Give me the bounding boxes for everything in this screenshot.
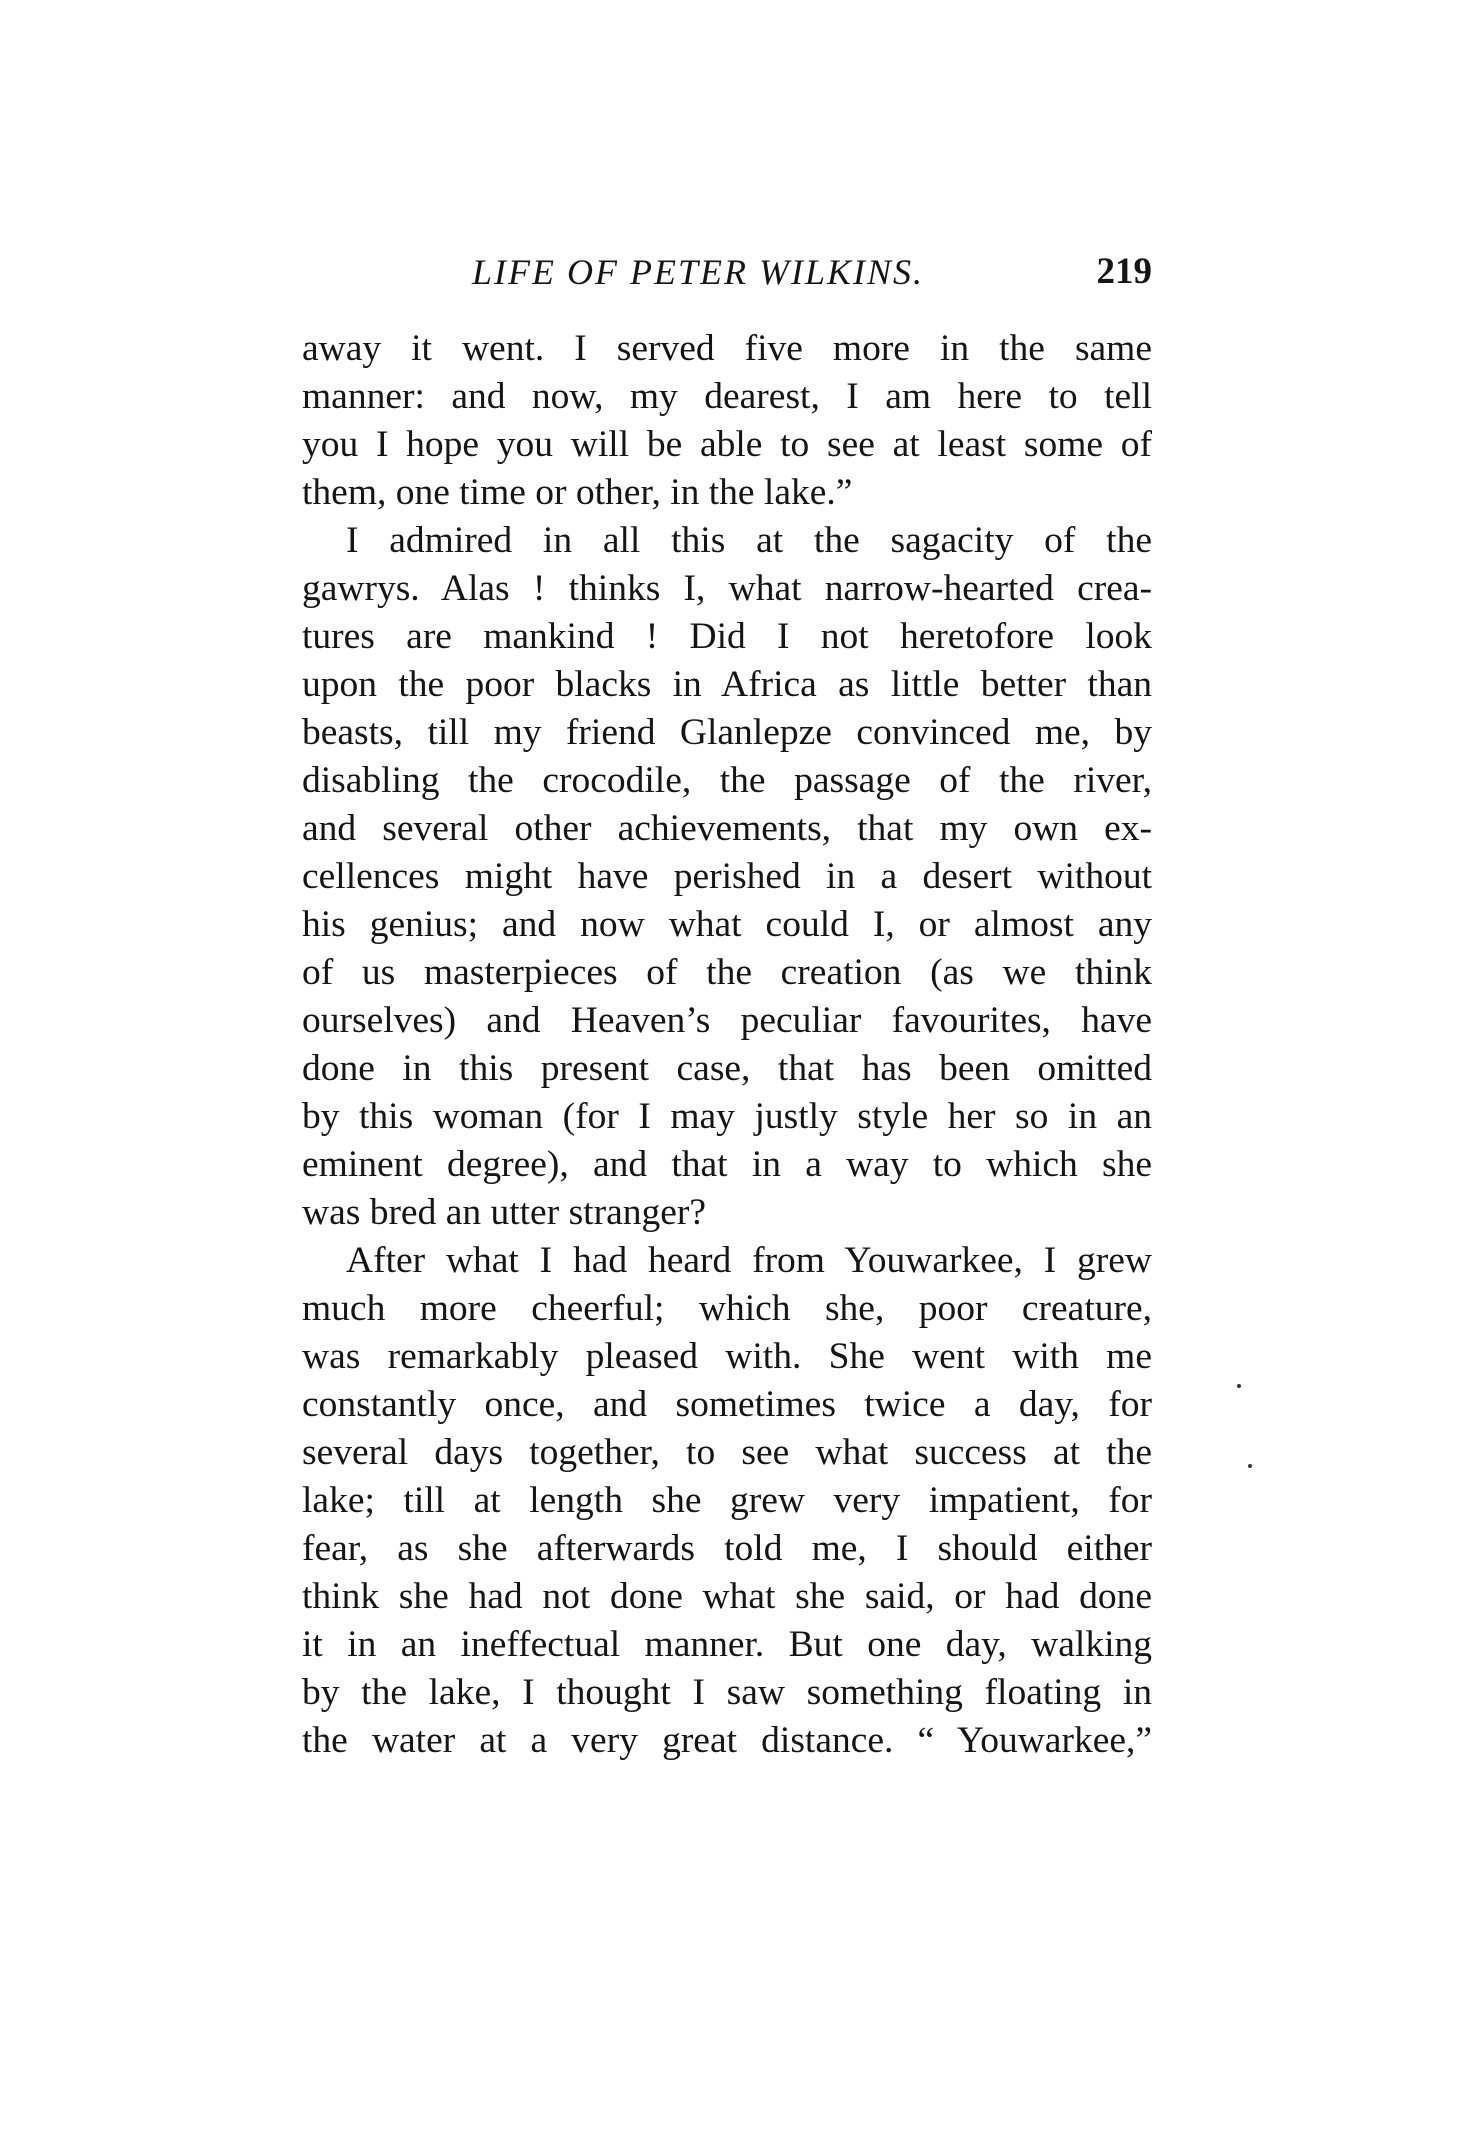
text-line: gawrys. Alas ! thinks I, what narrow-hearted crea- — [302, 568, 1152, 609]
text-line: cellences might have perished in a desert without — [302, 856, 1152, 897]
text-line: by the lake, I thought I saw something floating in — [302, 1672, 1152, 1713]
text-line: disabling the crocodile, the passage of the river, — [302, 760, 1152, 801]
text-line: upon the poor blacks in Africa as little better than — [302, 664, 1152, 705]
text-line: by this woman (for I may justly style her so in an — [302, 1096, 1152, 1137]
print-speck — [1248, 1464, 1252, 1468]
text-line: done in this present case, that has been omitted — [302, 1048, 1152, 1089]
text-line: of us masterpieces of the creation (as we think — [302, 952, 1152, 993]
text-line: lake; till at length she grew very impatient, for — [302, 1480, 1152, 1521]
text-line: much more cheerful; which she, poor creature, — [302, 1288, 1152, 1329]
text-line: tures are mankind ! Did I not heretofore look — [302, 616, 1152, 657]
page-header — [302, 248, 1152, 296]
text-line: After what I had heard from Youwarkee, I grew — [346, 1240, 1152, 1281]
text-line: and several other achievements, that my own ex- — [302, 808, 1152, 849]
text-line: eminent degree), and that in a way to which she — [302, 1144, 1152, 1185]
text-line: away it went. I served five more in the same — [302, 328, 1152, 369]
text-line: it in an ineffectual manner. But one day, walking — [302, 1624, 1152, 1665]
text-line: beasts, till my friend Glanlepze convinced me, by — [302, 712, 1152, 753]
text-line: manner: and now, my dearest, I am here to tell — [302, 376, 1152, 417]
text-line: I admired in all this at the sagacity of the — [346, 520, 1152, 561]
text-line: you I hope you will be able to see at least some of — [302, 424, 1152, 465]
text-line: was remarkably pleased with. She went with me — [302, 1336, 1152, 1377]
text-line: constantly once, and sometimes twice a day, for — [302, 1384, 1152, 1425]
print-speck — [1237, 1384, 1241, 1388]
text-line: think she had not done what she said, or had done — [302, 1576, 1152, 1617]
text-line: the water at a very great distance. “ Youwarkee,” — [302, 1720, 1152, 1761]
page-number: 219 — [1096, 251, 1152, 292]
running-title: LIFE OF PETER WILKINS. — [472, 252, 924, 292]
text-line: fear, as she afterwards told me, I should either — [302, 1528, 1152, 1569]
text-line: was bred an utter stranger? — [302, 1192, 706, 1233]
text-line: ourselves) and Heaven’s peculiar favourites, have — [302, 1000, 1152, 1041]
text-line: his genius; and now what could I, or almost any — [302, 904, 1152, 945]
body-text — [302, 325, 1152, 1775]
text-line: several days together, to see what success at the — [302, 1432, 1152, 1473]
text-line: them, one time or other, in the lake.” — [302, 472, 853, 513]
